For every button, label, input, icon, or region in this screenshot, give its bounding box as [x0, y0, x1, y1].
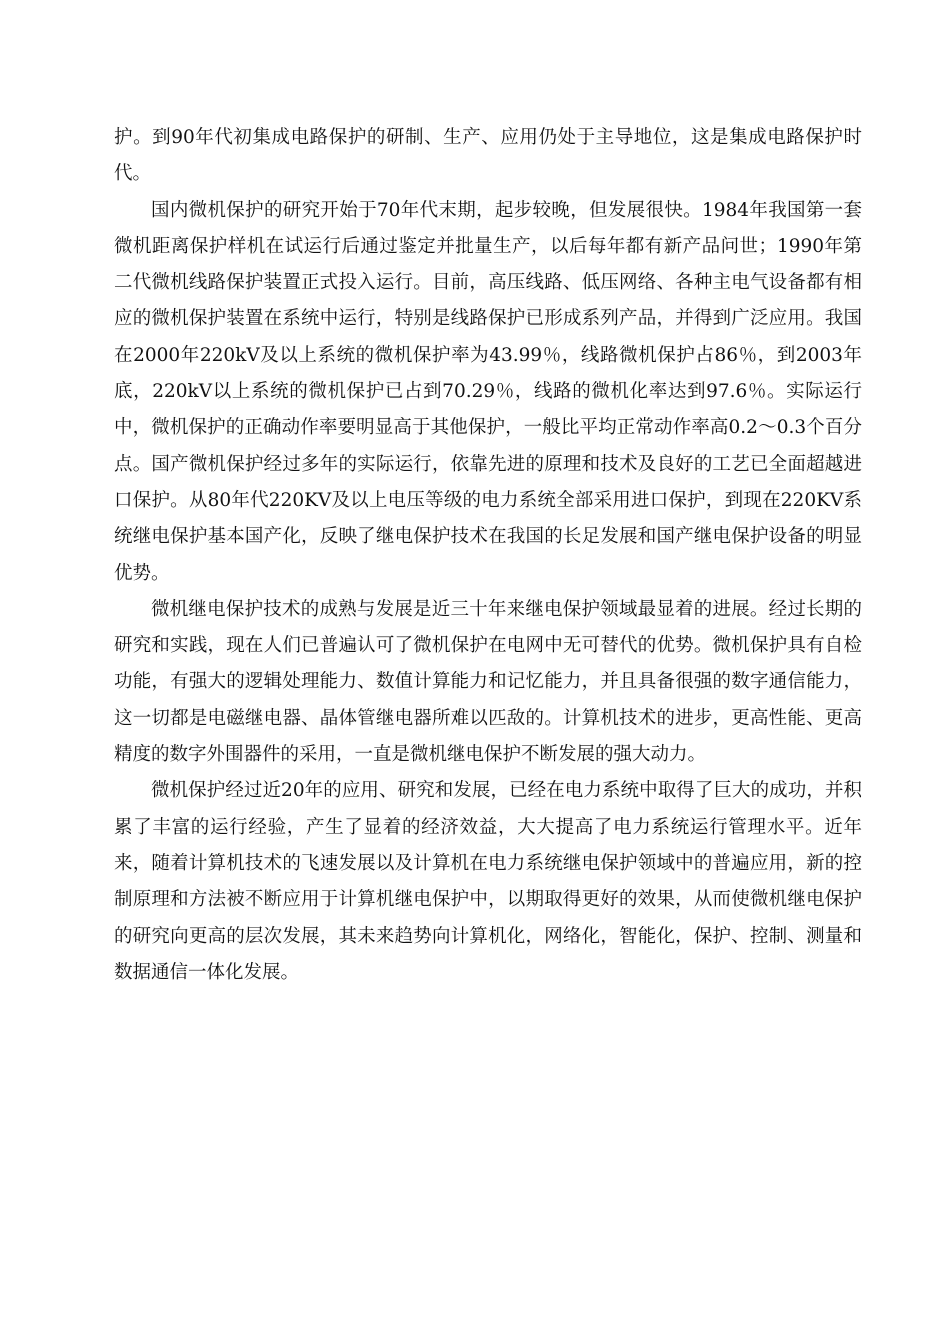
paragraph-2: 国内微机保护的研究开始于70年代末期，起步较晚，但发展很快。1984年我国第一套微机距离保护样机在试运行后通过鉴定并批量生产，以后每年都有新产品问世；1990年第二代微机线路保护装置正式投入运行。目前，高压线路、低压网络、各种主电气设备都有相应的微机保护装置在系统中运行，特别是线路保护已形成系列产品，并得到广泛应用。我国在2000年220kV及以上系统的微机保护率为43.99％，线路微机保护占86％，到2003年底，220kV以上系统的微机保护已占到70.29％，线路的微机化率达到97.6％。实际运行中，微机保护的正确动作率要明显高于其他保护，一般比平均正常动作率高0.2～0.3个百分点。国产微机保护经过多年的实际运行，依靠先进的原理和技术及良好的工艺已全面超越进口保护。从80年代220KV及以上电压等级的电力系统全部采用进口保护，到现在220KV系统继电保护基本国产化，反映了继电保护技术在我国的长足发展和国产继电保护设备的明显优势。	[114, 199, 862, 584]
paragraph-3: 微机继电保护技术的成熟与发展是近三十年来继电保护领域最显着的进展。经过长期的研究和实践，现在人们已普遍认可了微机保护在电网中无可替代的优势。微机保护具有自检功能，有强大的逻辑处理能力、数值计算能力和记忆能力，并且具备很强的数字通信能力，这一切都是电磁继电器、晶体管继电器所难以匹敌的。计算机技术的进步，更高性能、更高精度的数字外围器件的采用，一直是微机继电保护不断发展的强大动力。	[114, 598, 862, 766]
paragraph-1: 护。到90年代初集成电路保护的研制、生产、应用仍处于主导地位，这是集成电路保护时代。	[114, 127, 862, 185]
paragraph-4: 微机保护经过近20年的应用、研究和发展，已经在电力系统中取得了巨大的成功，并积累了丰富的运行经验，产生了显着的经济效益，大大提高了电力系统运行管理水平。近年来，随着计算机技术的飞速发展以及计算机在电力系统继电保护领域中的普遍应用，新的控制原理和方法被不断应用于计算机继电保护中，以期取得更好的效果，从而使微机继电保护的研究向更高的层次发展，其未来趋势向计算机化，网络化，智能化，保护、控制、测量和数据通信一体化发展。	[114, 780, 862, 983]
document-body	[114, 120, 862, 991]
